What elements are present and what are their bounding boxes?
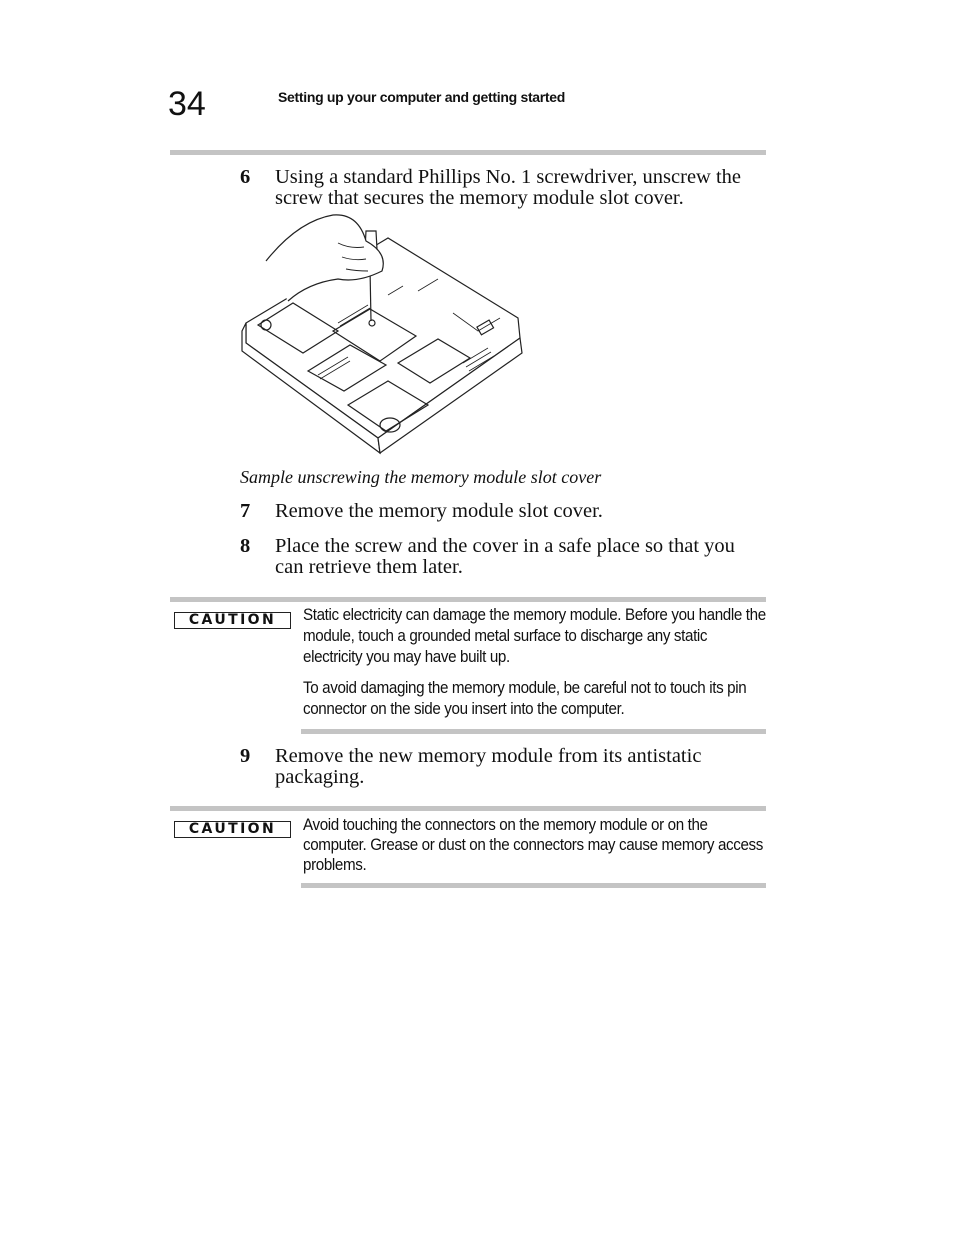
caution-label: CAUTION	[174, 612, 291, 629]
step-9	[240, 746, 740, 788]
caution-bottom-rule	[301, 883, 766, 888]
step-text: Using a standard Phillips No. 1 screwdriver, unscrew the screw that secures the memory module slot cover.	[275, 166, 742, 209]
page-number: 34	[168, 85, 206, 123]
laptop-underside-illustration	[238, 213, 528, 458]
step-number: 9	[240, 745, 251, 767]
caution-paragraph: Avoid touching the connectors on the memory module or on the computer. Grease or dust on the connectors may cause memory access problems.	[303, 816, 764, 874]
caution-bottom-rule	[301, 729, 766, 734]
step-7	[240, 501, 770, 522]
step-text: Remove the new memory module from its antistatic packaging.	[275, 745, 702, 788]
step-number: 6	[240, 166, 251, 188]
caution-top-rule	[170, 806, 766, 811]
header-rule	[170, 150, 766, 155]
step-6	[240, 167, 770, 209]
step-number: 7	[240, 500, 251, 522]
caution-paragraph: Static electricity can damage the memory module. Before you handle the module, touch a grounded metal surface to discharge any static electricity you may have built up.	[303, 606, 766, 666]
caution-label: CAUTION	[174, 821, 291, 838]
caution-paragraph: To avoid damaging the memory module, be careful not to touch its pin connector on the side you insert into the computer.	[303, 679, 747, 718]
figure-caption: Sample unscrewing the memory module slot cover	[240, 467, 602, 487]
step-text: Remove the memory module slot cover.	[275, 500, 603, 522]
step-text: Place the screw and the cover in a safe place so that you can retrieve them later.	[275, 535, 735, 578]
step-number: 8	[240, 535, 251, 557]
step-8	[240, 536, 765, 578]
running-head: Setting up your computer and getting started	[278, 89, 566, 105]
caution-top-rule	[170, 597, 766, 602]
